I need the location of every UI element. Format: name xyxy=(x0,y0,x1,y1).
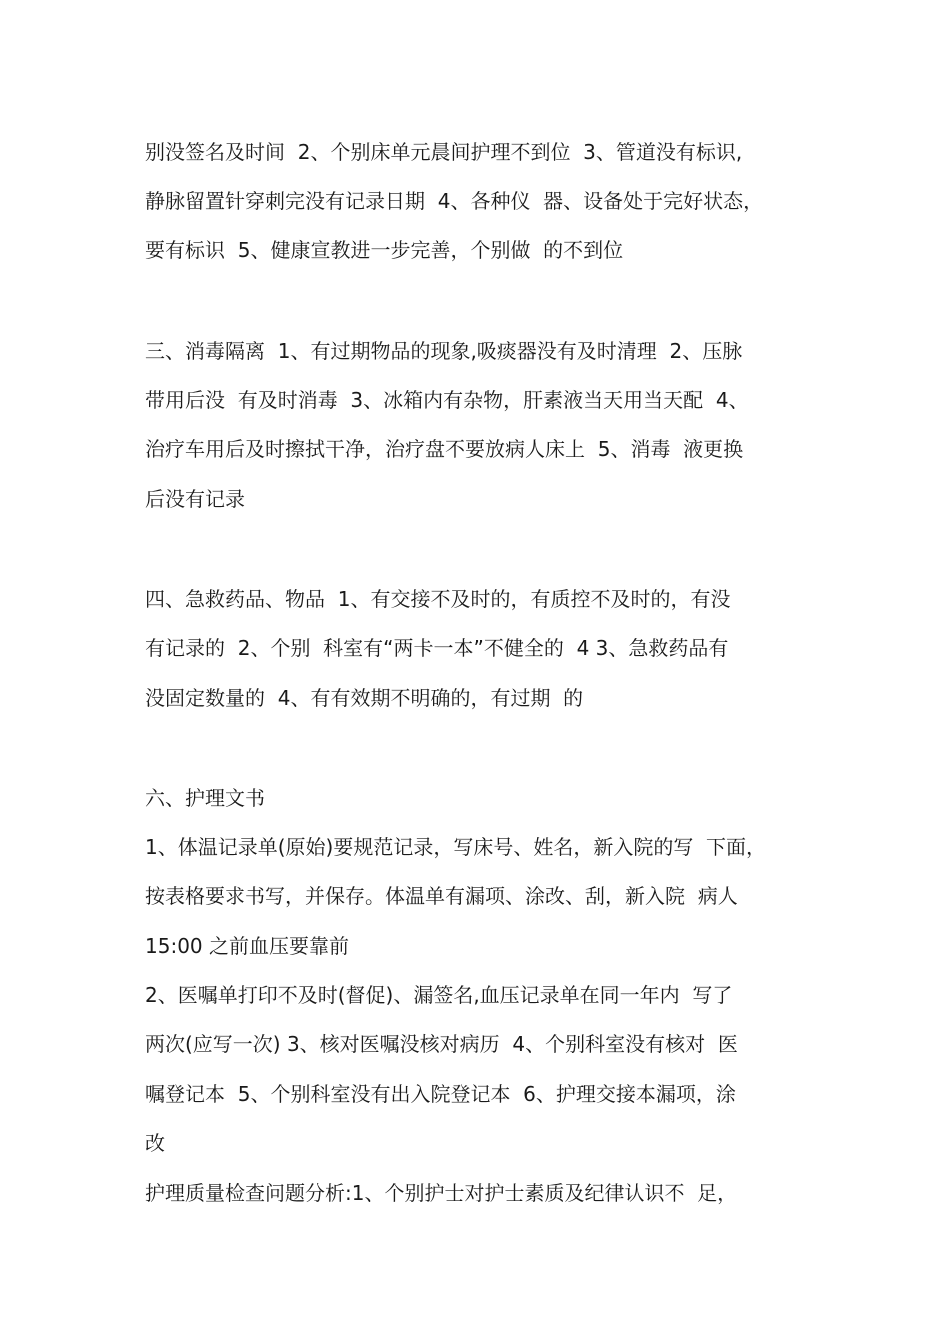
text-line: 没固定数量的 4、有有效期不明确的，有过期 的 xyxy=(145,686,584,710)
text-line: 15:00 之前血压要靠前 xyxy=(145,934,349,958)
text-line: 1、体温记录单(原始)要规范记录，写床号、姓名，新入院的写 下面， xyxy=(145,835,767,859)
text-line: 嘱登记本 5、个别科室没有出入院登记本 6、护理交接本漏项，涂 xyxy=(145,1082,736,1106)
text-line: 后没有记录 xyxy=(145,487,245,511)
section-heading: 六、护理文书 xyxy=(145,786,265,810)
text-line: 治疗车用后及时擦拭干净，治疗盘不要放病人床上 5、消毒 液更换 xyxy=(145,437,744,461)
text-line: 带用后没 有及时消毒 3、冰箱内有杂物，肝素液当天用当天配 4、 xyxy=(145,388,749,412)
text-line: 静脉留置针穿刺完没有记录日期 4、各种仪 器、设备处于完好状态， xyxy=(145,189,764,213)
text-line: 有记录的 2、个别 科室有“两卡一本”不健全的 4 3、急救药品有 xyxy=(145,636,729,660)
text-line: 四、急救药品、物品 1、有交接不及时的，有质控不及时的，有没 xyxy=(145,587,731,611)
text-line: 改 xyxy=(145,1131,165,1155)
text-line: 按表格要求书写，并保存。体温单有漏项、涂改、刮，新入院 病人 xyxy=(145,884,738,908)
text-line: 两次(应写一次) 3、核对医嘱没核对病历 4、个别科室没有核对 医 xyxy=(145,1032,738,1056)
text-line: 三、消毒隔离 1、有过期物品的现象,吸痰器没有及时清理 2、压脉 xyxy=(145,339,743,363)
text-line: 2、医嘱单打印不及时(督促)、漏签名,血压记录单在同一年内 写了 xyxy=(145,983,733,1007)
text-line: 护理质量检查问题分析:1、个别护士对护士素质及纪律认识不 足， xyxy=(145,1181,738,1205)
text-line: 别没签名及时间 2、个别床单元晨间护理不到位 3、管道没有标识, xyxy=(145,140,743,164)
text-line: 要有标识 5、健康宣教进一步完善，个别做 的不到位 xyxy=(145,238,624,262)
